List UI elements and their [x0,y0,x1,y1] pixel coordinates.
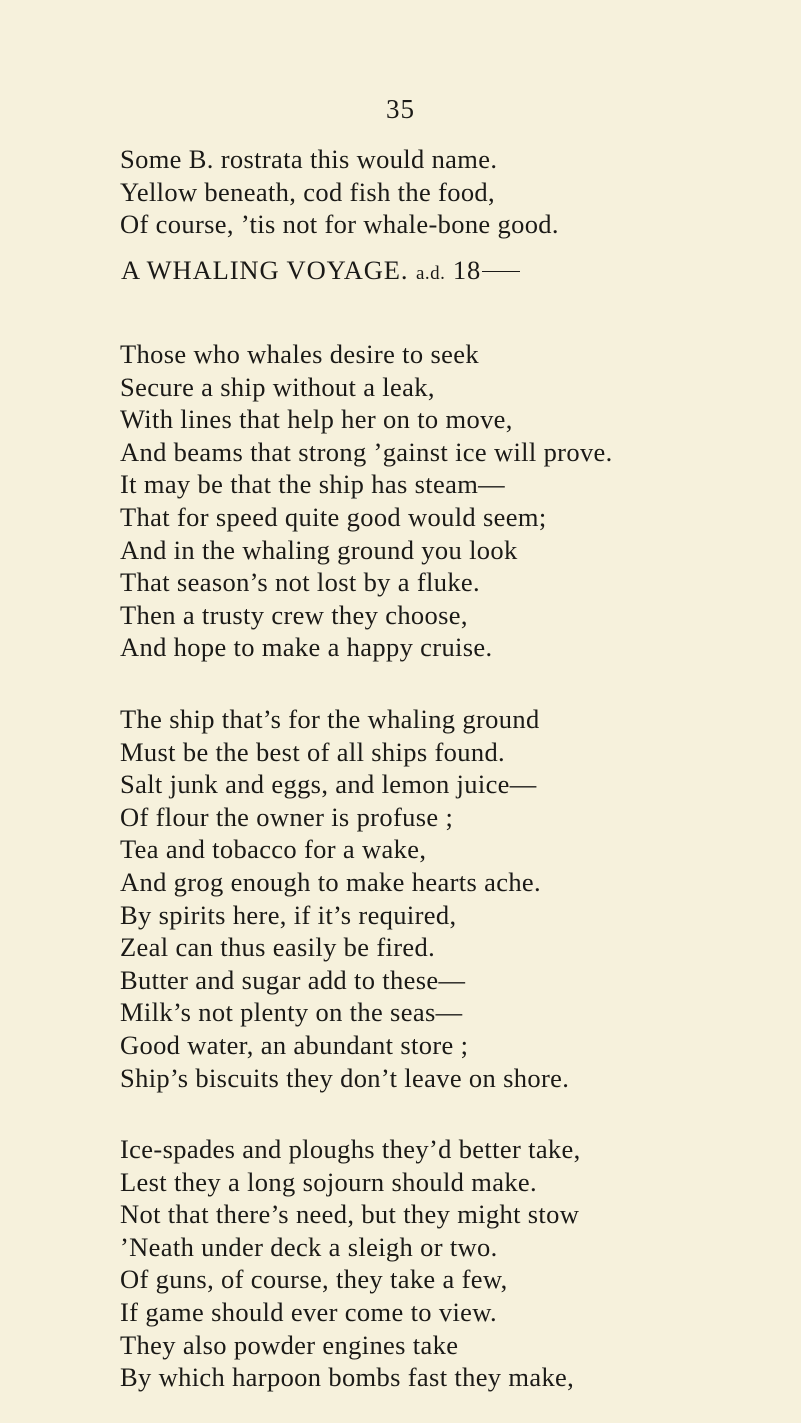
poem-line: Good water, an abundant store ; [120,1029,469,1060]
poem-line: By spirits here, if it’s required, [120,899,457,930]
heading-year-dash [482,271,520,272]
poem-line: And hope to make a happy cruise. [120,632,493,663]
poem-line: Tea and tobacco for a wake, [120,834,427,865]
poem-line: By which harpoon bombs fast they make, [120,1362,575,1393]
poem-line: That season’s not lost by a fluke. [120,567,481,598]
poem-line: Butter and sugar add to these— [120,964,466,995]
poem-line: Must be the best of all ships found. [120,736,506,767]
poem-line: Some B. rostrata this would name. [120,144,498,174]
poem-line: Lest they a long sojourn should make. [120,1166,538,1197]
poem-line: Salt junk and eggs, and lemon juice— [120,769,537,800]
stanza-2 [120,703,800,1094]
poem-line: Ship’s biscuits they don’t leave on shore. [120,1062,570,1093]
poem-line: Yellow beneath, cod fish the food, [120,176,495,207]
poem-line: Not that there’s need, but they might stow [120,1199,580,1230]
poem-line: The ship that’s for the whaling ground [120,704,540,734]
poem-line: Zeal can thus easily be fired. [120,932,436,963]
poem-line: And in the whaling ground you look [120,534,518,565]
poem-line: And grog enough to make hearts ache. [120,866,542,897]
poem-line: And beams that strong ’gainst ice will prove. [120,436,613,467]
heading-year: 18 [452,255,482,285]
poem-line: Of course, ’tis not for whale-bone good. [120,209,559,240]
poem-line: Of guns, of course, they take a few, [120,1264,508,1295]
section-heading [121,254,801,290]
poem-line: Secure a ship without a leak, [120,371,435,402]
poem-line: Of flour the owner is profuse ; [120,801,454,832]
poem-line: Those who whales desire to seek [120,339,479,369]
page-number: 35 [386,94,415,124]
poem-line: ’Neath under deck a sleigh or two. [120,1231,498,1262]
heading-era: a.d. [415,263,446,284]
poem-line: That for speed quite good would seem; [120,501,547,532]
poem-line: If game should ever come to view. [120,1296,498,1327]
poem-line: It may be that the ship has steam— [120,469,506,500]
stanza-1 [120,338,800,664]
intro-stanza [120,143,800,241]
poem-line: Then a trusty crew they choose, [120,599,468,630]
stanza-3 [120,1133,800,1394]
poem-line: Milk’s not plenty on the seas— [120,997,463,1028]
poem-line: With lines that help her on to move, [120,404,513,435]
poem-line: They also powder engines take [120,1329,459,1360]
poem-line: Ice-spades and ploughs they’d better take, [120,1134,581,1164]
heading-title: A WHALING VOYAGE. [121,255,409,285]
